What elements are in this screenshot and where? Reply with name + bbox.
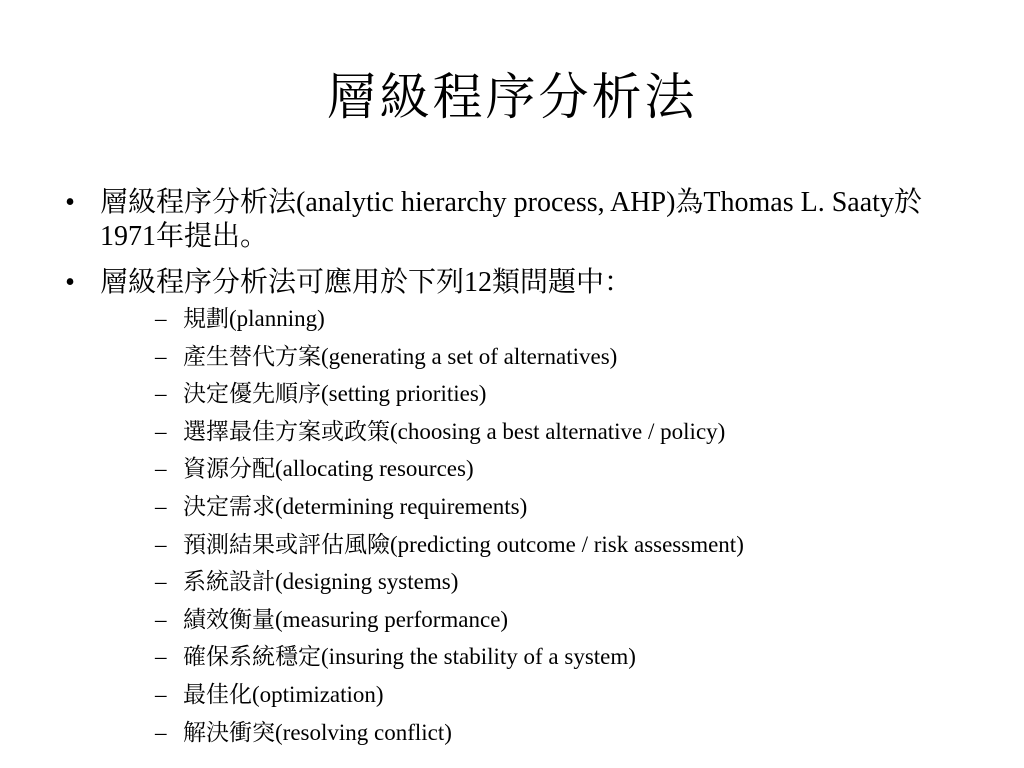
sub-list-item (155, 450, 960, 488)
bullet-text: 層級程序分析法可應用於下列12類問題中： (100, 267, 633, 298)
sub-list-item (155, 714, 960, 752)
sub-list-item (155, 563, 960, 601)
dash-marker: – (155, 531, 167, 557)
sub-item-text: 系統設計(designing systems) (183, 569, 459, 595)
dash-marker: – (155, 681, 167, 707)
sub-item-text: 規劃(planning) (183, 306, 325, 331)
dash-marker: – (155, 569, 167, 595)
slide-title: 層級程序分析法 (326, 69, 698, 125)
sub-list-item (155, 300, 960, 338)
sub-item-text: 解決衝突(resolving conflict) (183, 719, 452, 745)
sub-item-text: 最佳化(optimization) (183, 681, 384, 707)
sub-list-item (155, 676, 960, 714)
sub-item-text: 績效衡量(measuring performance) (183, 606, 509, 632)
dash-marker: – (155, 343, 167, 369)
bullet-marker: • (65, 187, 75, 218)
dash-marker: – (155, 644, 167, 670)
sub-list-item (155, 526, 960, 564)
sub-item-text: 決定需求(determining requirements) (183, 493, 528, 519)
dash-marker: – (155, 493, 167, 519)
dash-marker: – (155, 381, 167, 407)
sub-list-item (155, 488, 960, 526)
sub-item-text: 產生替代方案(generating a set of alternatives) (183, 343, 618, 369)
sub-item-text: 資源分配(allocating resources) (183, 456, 474, 482)
dash-marker: – (155, 418, 167, 444)
sub-list-item (155, 338, 960, 376)
bullet-list (60, 186, 960, 763)
sub-item-text: 預測結果或評估風險(predicting outcome / risk assessment) (183, 531, 744, 557)
dash-marker: – (155, 306, 167, 331)
dash-marker: – (155, 719, 167, 745)
sub-list-applications (155, 300, 960, 751)
bullet-text: 層級程序分析法(analytic hierarchy process, AHP)為Thomas L. Saaty於1971年提出。 (100, 187, 922, 252)
sub-item-text: 確保系統穩定(insuring the stability of a system) (183, 644, 636, 670)
sub-list-item (155, 375, 960, 413)
sub-item-text: 選擇最佳方案或政策(choosing a best alternative / policy) (183, 418, 726, 444)
bullet-item-applications (60, 266, 960, 751)
bullet-marker: • (65, 267, 75, 298)
sub-list-item (155, 413, 960, 451)
bullet-item-definition (60, 186, 960, 254)
sub-list-item (155, 601, 960, 639)
sub-item-text: 決定優先順序(setting priorities) (183, 381, 487, 407)
sub-list-item (155, 638, 960, 676)
dash-marker: – (155, 456, 167, 482)
dash-marker: – (155, 606, 167, 632)
